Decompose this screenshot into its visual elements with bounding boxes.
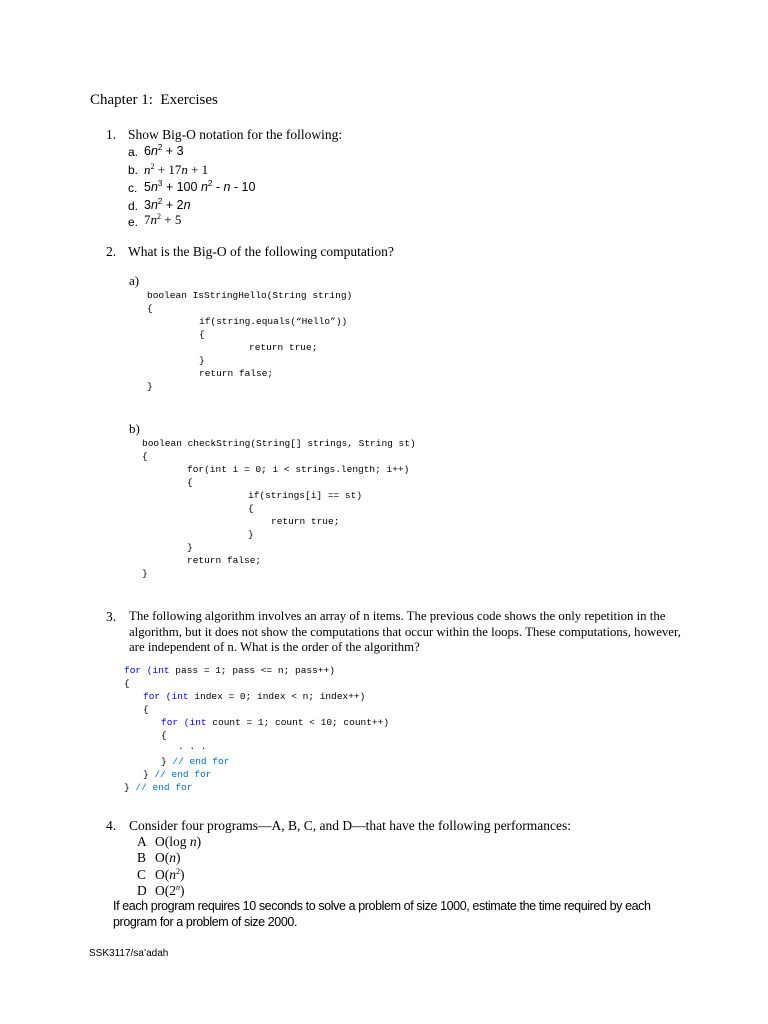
- code-line: if(strings[i] == st): [248, 490, 363, 501]
- code-line: {: [199, 329, 205, 340]
- q4-item-perf: O(n): [155, 850, 181, 865]
- code-line: } // end for: [143, 769, 212, 780]
- q1-item-expr: $6n^2 + 3$: [144, 143, 184, 158]
- question-2-number: 2.: [106, 244, 117, 259]
- question-3-text: The following algorithm involves an array of n items. The previous code shows the only repetition in the: [129, 609, 666, 623]
- q1-item-expr: $5n^3 + 100$ $n^2$ - n - 10: [144, 179, 256, 194]
- question-3-text: algorithm, but it does not show the computations that occur within the loops. These computations, however,: [129, 625, 681, 639]
- q1-item-label: b.: [128, 163, 139, 177]
- code-line: } // end for: [161, 756, 230, 767]
- code-line: return false;: [199, 368, 274, 379]
- code-line: return true;: [249, 342, 318, 353]
- code-line: . . .: [178, 741, 207, 752]
- q4-item-perf: $O(n^2)$: [155, 867, 185, 882]
- code-line: {: [143, 704, 149, 715]
- q4-item-label: B: [137, 850, 147, 865]
- code-line: return true;: [271, 516, 340, 527]
- q1-item-label: a.: [128, 145, 139, 159]
- question-3-text: are independent of n. What is the order of the algorithm?: [129, 640, 420, 654]
- question-4-followup: If each program requires 10 seconds to solve a problem of size 1000, estimate the time required by each: [113, 899, 651, 913]
- q1-item-label: e.: [128, 215, 139, 229]
- q1-item-expr: $n^2 + 17n + 1$: [144, 162, 209, 177]
- q1-item-expr: $3n^2 + 2n$: [144, 197, 191, 212]
- code-line: {: [147, 303, 153, 314]
- code-line: }: [187, 542, 193, 553]
- code-line: boolean IsStringHello(String string): [147, 290, 353, 301]
- code-line: {: [248, 503, 254, 514]
- question-4-followup: program for a problem of size 2000.: [113, 915, 298, 929]
- code-line: {: [187, 477, 193, 488]
- question-1-number: 1.: [106, 127, 117, 142]
- q4-item-perf: O(log n): [155, 834, 202, 849]
- code-line: {: [161, 730, 167, 741]
- q4-item-label: A: [137, 834, 147, 849]
- code-line: for (int pass = 1; pass <= n; pass++): [124, 665, 335, 676]
- q1-item-expr: $7n^2 + 5$: [144, 212, 182, 227]
- q4-item-perf: O(2$^n$): [155, 883, 185, 898]
- page-title: Chapter 1: Exercises: [90, 92, 218, 108]
- code-line: {: [124, 678, 130, 689]
- question-1-text: Show Big-O notation for the following:: [128, 127, 343, 142]
- code-line: }: [142, 568, 148, 579]
- code-line: for(int i = 0; i < strings.length; i++): [187, 464, 410, 475]
- code-line: }: [248, 529, 254, 540]
- code-line: for (int index = 0; index < n; index++): [143, 691, 366, 702]
- q2b-label: b): [129, 421, 140, 436]
- q2a-label: a): [129, 273, 140, 288]
- code-line: {: [142, 451, 148, 462]
- question-4-text: Consider four programs—A, B, C, and D—that have the following performances:: [129, 818, 572, 833]
- q1-item-label: d.: [128, 199, 139, 213]
- q1-item-label: c.: [128, 181, 138, 195]
- q4-item-label: C: [137, 867, 147, 882]
- code-line: boolean checkString(String[] strings, String st): [142, 438, 416, 449]
- page-footer: SSK3117/sa’adah: [89, 948, 169, 959]
- question-3-number: 3.: [106, 609, 117, 624]
- code-line: }: [147, 381, 153, 392]
- code-line: for (int count = 1; count < 10; count++): [161, 717, 390, 728]
- question-2-text: What is the Big-O of the following computation?: [128, 244, 394, 259]
- code-line: if(string.equals(“Hello”)): [199, 316, 348, 327]
- question-4-number: 4.: [106, 818, 117, 833]
- q4-item-label: D: [137, 883, 147, 898]
- code-line: } // end for: [124, 782, 193, 793]
- code-line: return false;: [187, 555, 262, 566]
- code-line: }: [199, 355, 205, 366]
